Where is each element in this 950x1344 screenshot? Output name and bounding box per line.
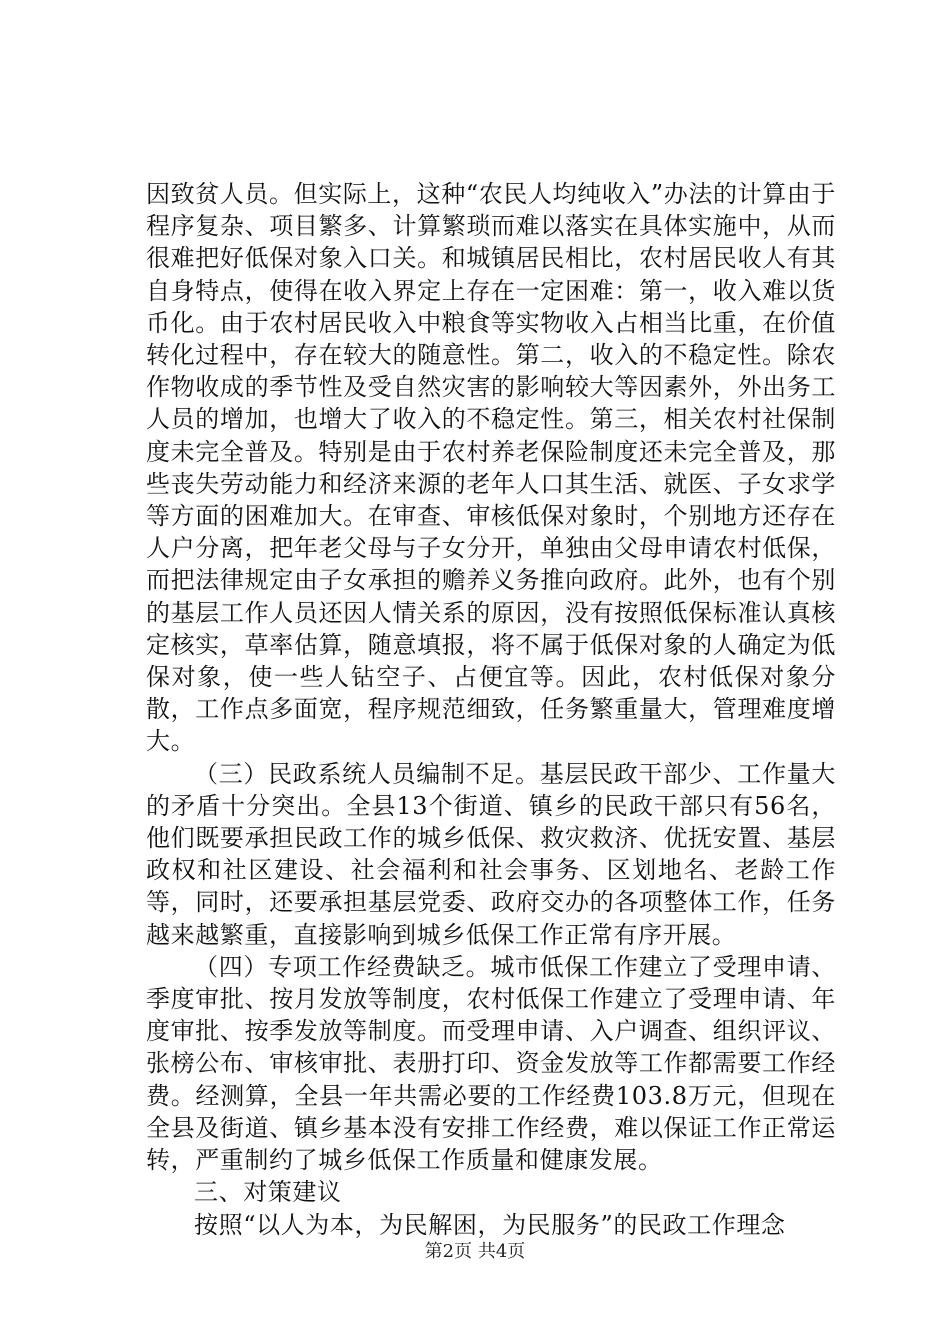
section-heading-countermeasures: 三、对策建议 (194, 1178, 342, 1207)
document-body (146, 178, 836, 1241)
paragraph-continued: 因致贫人员。但实际上，这种“农民人均纯收入”办法的计算由于程序复杂、项目繁多、计算繁琐而难以落实在具体实施中，从而很难把好低保对象入口关。和城镇居民相比，农村居民收人有其自身特点，使得在收入界定上存在一定困难：第一，收入难以货币化。由于农村居民收入中粮食等实物收入占相当比重，在价值转化过程中，存在较大的随意性。第二，收入的不稳定性。除农作物收成的季节性及受自然灾害的影响较大等因素外，外出务工人员的增加，也增大了收入的不稳定性。第三，相关农村社保制度未完全普及。特别是由于农村养老保险制度还未完全普及，那些丧失劳动能力和经济来源的老年人口其生活、就医、子女求学等方面的困难加大。在审查、审核低保对象时，个别地方还存在人户分离，把年老父母与子女分开，单独由父母申请农村低保，而把法律规定由子女承担的赡养义务推向政府。此外，也有个别的基层工作人员还因人情关系的原因，没有按照低保标准认真核定核实，草率估算，随意填报，将不属于低保对象的人确定为低保对象，使一些人钻空子、占便宜等。因此，农村低保对象分散，工作点多面宽，程序规范细致，任务繁重量大，管理难度增大。 (146, 180, 836, 756)
paragraph-staffing: （三）民政系统人员编制不足。基层民政干部少、工作量大的矛盾十分突出。全县13个街道、镇乡的民政干部只有56名，他们既要承担民政工作的城乡低保、救灾救济、优抚安置、基层政权和社区建设、社会福利和社会事务、区划地名、老龄工作等，同时，还要承担基层党委、政府交办的各项整体工作，任务越来越繁重，直接影响到城乡低保工作正常有序开展。 (146, 759, 836, 949)
paragraph-countermeasures-start: 按照“以人为本，为民解困，为民服务”的民政工作理念 (194, 1210, 786, 1239)
page-footer (0, 1240, 950, 1264)
paragraph-funding: （四）专项工作经费缺乏。城市低保工作建立了受理申请、季度审批、按月发放等制度，农村低保工作建立了受理申请、年度审批、按季发放等制度。而受理申请、入户调查、组织评议、张榜公布、审核审批、表册打印、资金发放等工作都需要工作经费。经测算，全县一年共需必要的工作经费103.8万元，但现在全县及街道、镇乡基本没有安排工作经费，难以保证工作正常运转，严重制约了城乡低保工作质量和健康发展。 (146, 952, 836, 1175)
page-number-label: 第2页 共4页 (424, 1241, 526, 1262)
